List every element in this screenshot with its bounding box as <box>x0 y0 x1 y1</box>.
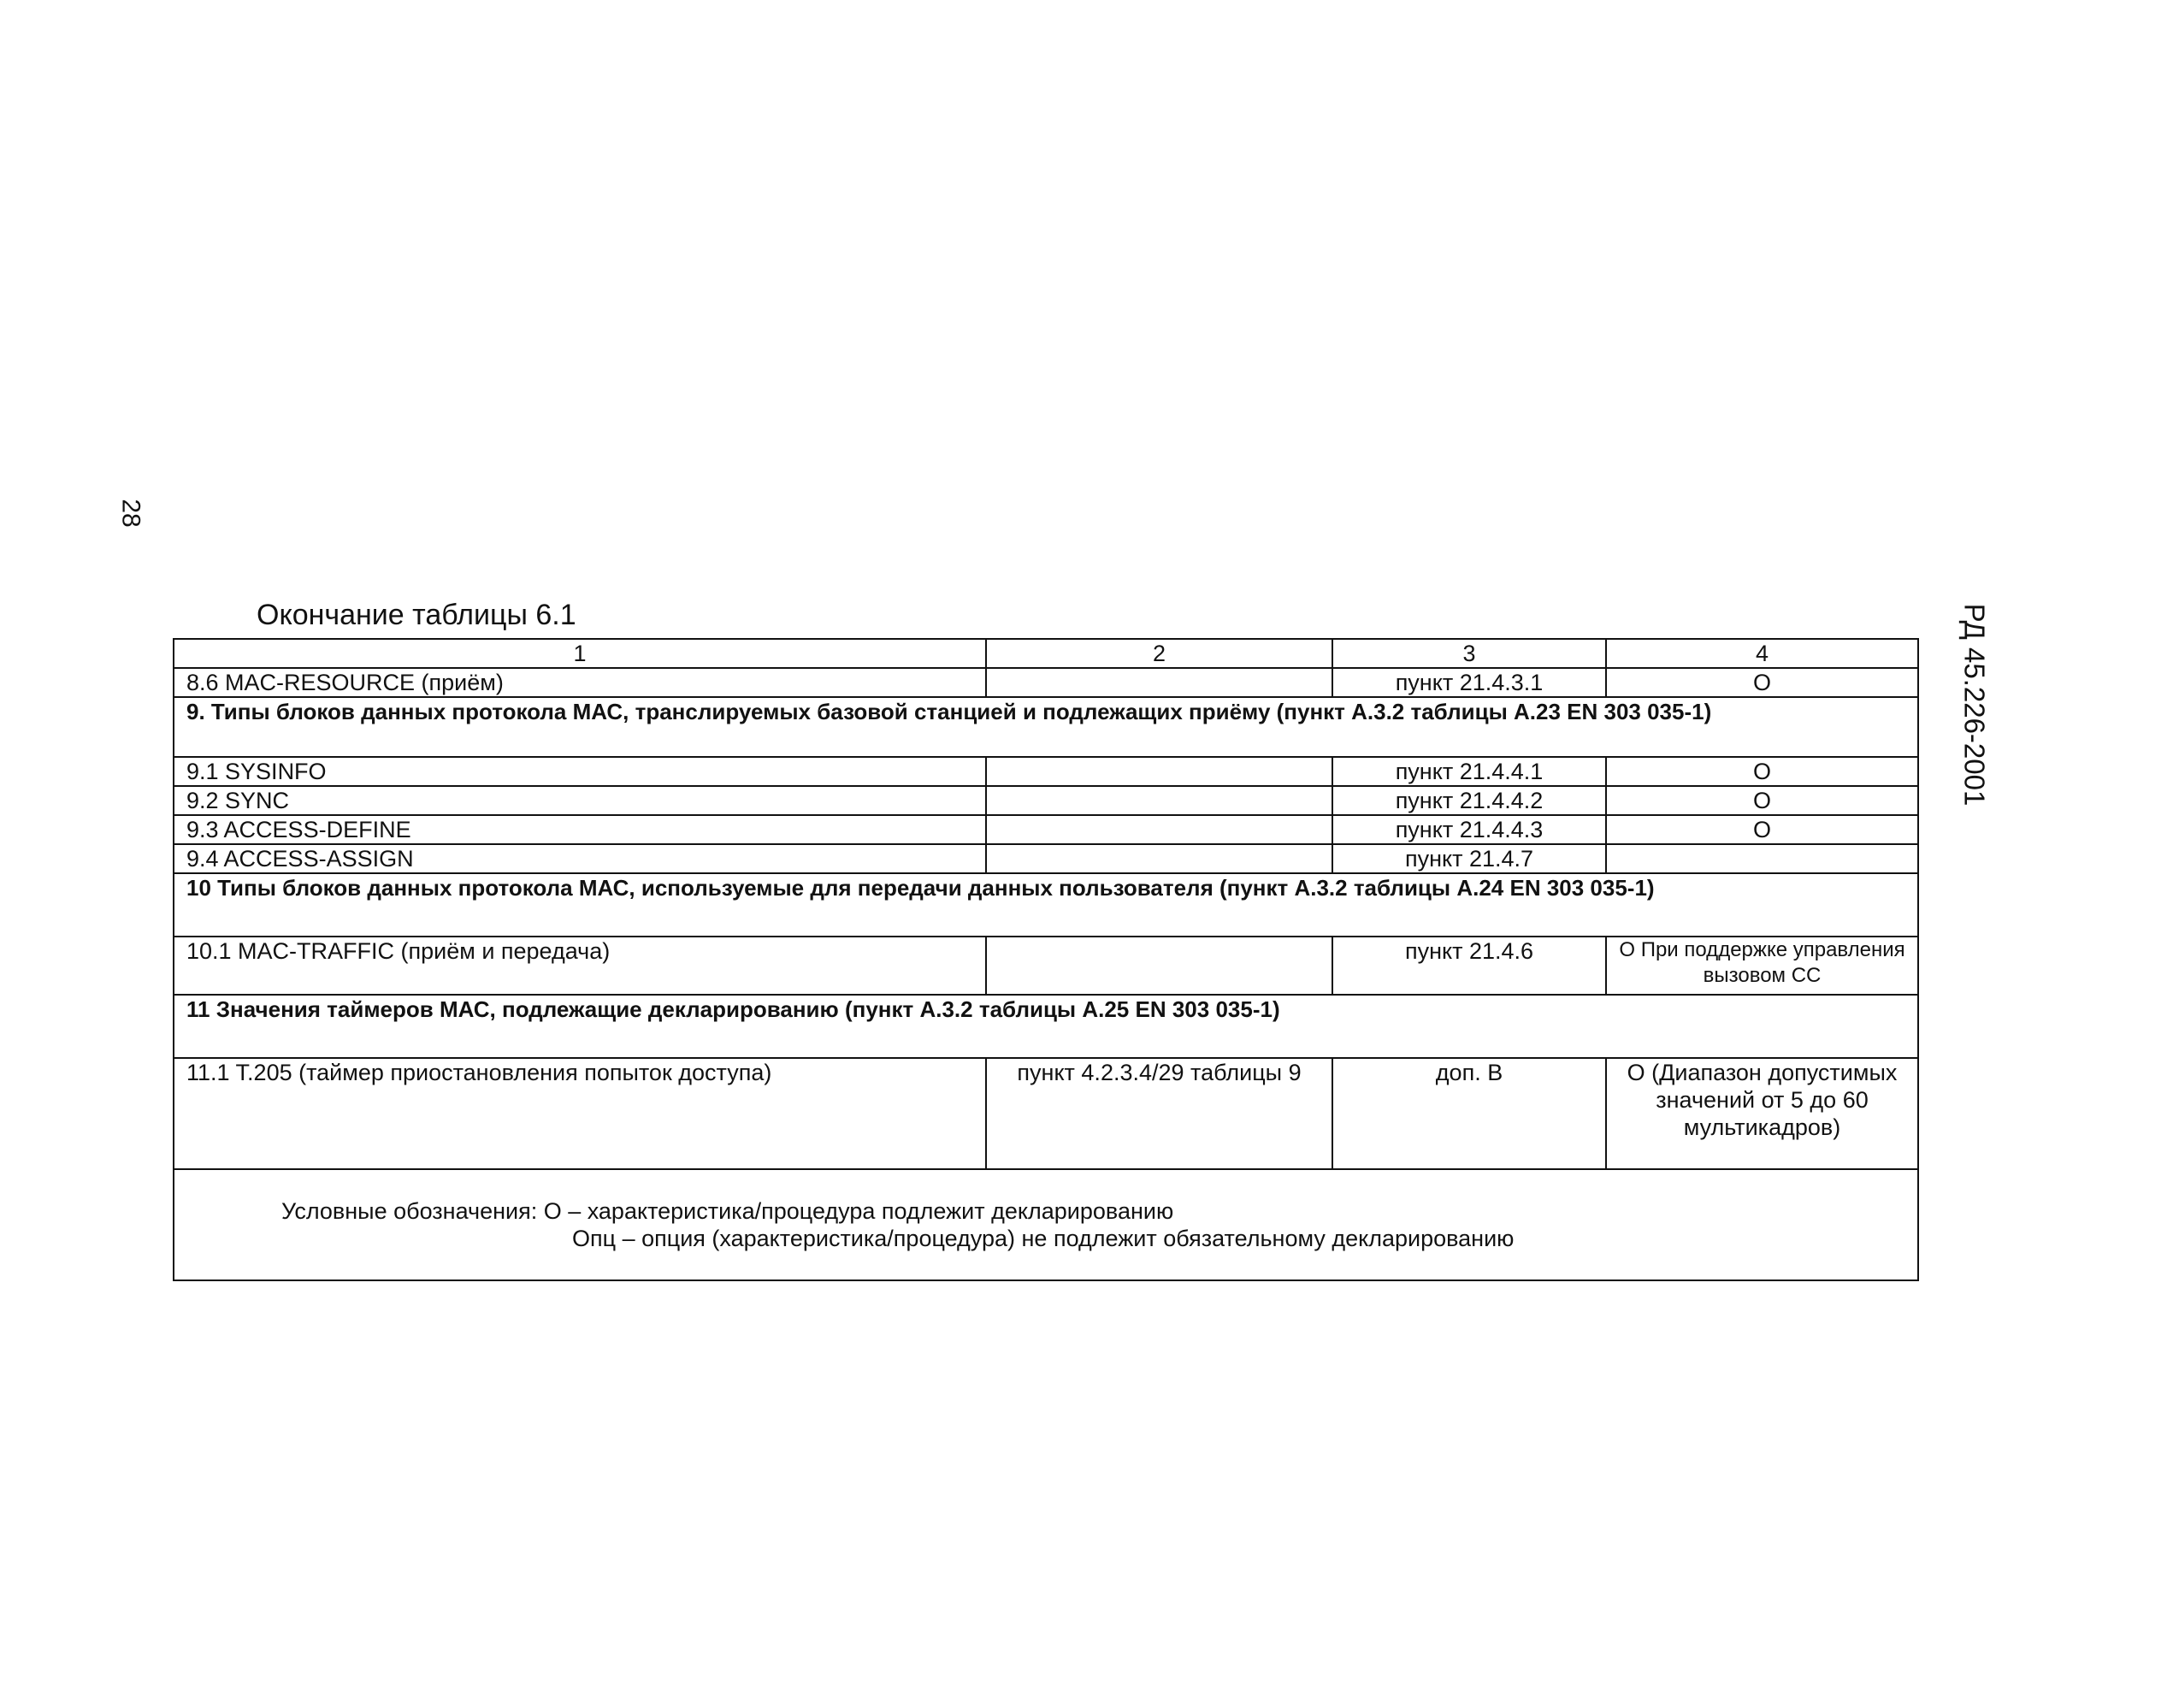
item-name: 9.1 SYSINFO <box>174 757 986 786</box>
clause-cell: пункт 21.4.7 <box>1332 844 1606 873</box>
clause-cell: пункт 21.4.3.1 <box>1332 668 1606 697</box>
legend-cell <box>174 1169 1918 1280</box>
item-name: 9.4 ACCESS-ASSIGN <box>174 844 986 873</box>
section-heading: 9. Типы блоков данных протокола МАС, транслируемых базовой станцией и подлежащих приёму (пункт А.3.2 таблицы А.23 EN 303 035-1) <box>174 697 1918 757</box>
clause-cell: пункт 21.4.4.2 <box>1332 786 1606 815</box>
section-heading: 11 Значения таймеров МАС, подлежащие декларированию (пункт А.3.2 таблицы А.25 EN 303 035-1) <box>174 995 1918 1058</box>
section-row <box>174 995 1918 1058</box>
table-caption: Окончание таблицы 6.1 <box>257 599 576 631</box>
table-row <box>174 815 1918 844</box>
clause-cell: пункт 21.4.4.1 <box>1332 757 1606 786</box>
item-name: 11.1 T.205 (таймер приостановления попыток доступа) <box>174 1058 986 1169</box>
clause-cell: пункт 21.4.4.3 <box>1332 815 1606 844</box>
table-row <box>174 844 1918 873</box>
section-row <box>174 873 1918 937</box>
status-cell <box>1606 844 1918 873</box>
section-heading: 10 Типы блоков данных протокола МАС, используемые для передачи данных пользователя (пункт А.3.2 таблицы А.24 EN 303 035-1) <box>174 873 1918 937</box>
header-cell: 4 <box>1606 639 1918 668</box>
section-row <box>174 697 1918 757</box>
ref-cell <box>986 937 1332 995</box>
table-row <box>174 786 1918 815</box>
header-row <box>174 639 1918 668</box>
table-row <box>174 757 1918 786</box>
table-row <box>174 1058 1918 1169</box>
data-table <box>173 638 1919 1281</box>
header-cell: 1 <box>174 639 986 668</box>
item-name: 8.6 MAC-RESOURCE (приём) <box>174 668 986 697</box>
table-row <box>174 668 1918 697</box>
clause-cell: пункт 21.4.6 <box>1332 937 1606 995</box>
table-row <box>174 937 1918 995</box>
status-cell: O <box>1606 757 1918 786</box>
header-cell: 2 <box>986 639 1332 668</box>
status-cell: O <box>1606 668 1918 697</box>
header-cell: 3 <box>1332 639 1606 668</box>
legend-line: Опц – опция (характеристика/процедура) не подлежит обязательному декларированию <box>572 1226 1515 1251</box>
clause-cell: доп. В <box>1332 1058 1606 1169</box>
ref-cell <box>986 844 1332 873</box>
status-cell: O (Диапазон допустимых значений от 5 до 60 мультикадров) <box>1606 1058 1918 1169</box>
item-name: 10.1 MAC-TRAFFIC (приём и передача) <box>174 937 986 995</box>
page-number: 28 <box>116 499 145 528</box>
status-cell: O <box>1606 786 1918 815</box>
status-cell: O <box>1606 815 1918 844</box>
legend-line: Условные обозначения: О – характеристика/процедура подлежит декларированию <box>281 1198 1174 1224</box>
document-code: РД 45.226-2001 <box>1958 603 1991 807</box>
ref-cell <box>986 668 1332 697</box>
item-name: 9.2 SYNC <box>174 786 986 815</box>
legend-row <box>174 1169 1918 1280</box>
status-cell: O При поддержке управления вызовом CC <box>1606 937 1918 995</box>
ref-cell: пункт 4.2.3.4/29 таблицы 9 <box>986 1058 1332 1169</box>
ref-cell <box>986 815 1332 844</box>
ref-cell <box>986 786 1332 815</box>
item-name: 9.3 ACCESS-DEFINE <box>174 815 986 844</box>
ref-cell <box>986 757 1332 786</box>
